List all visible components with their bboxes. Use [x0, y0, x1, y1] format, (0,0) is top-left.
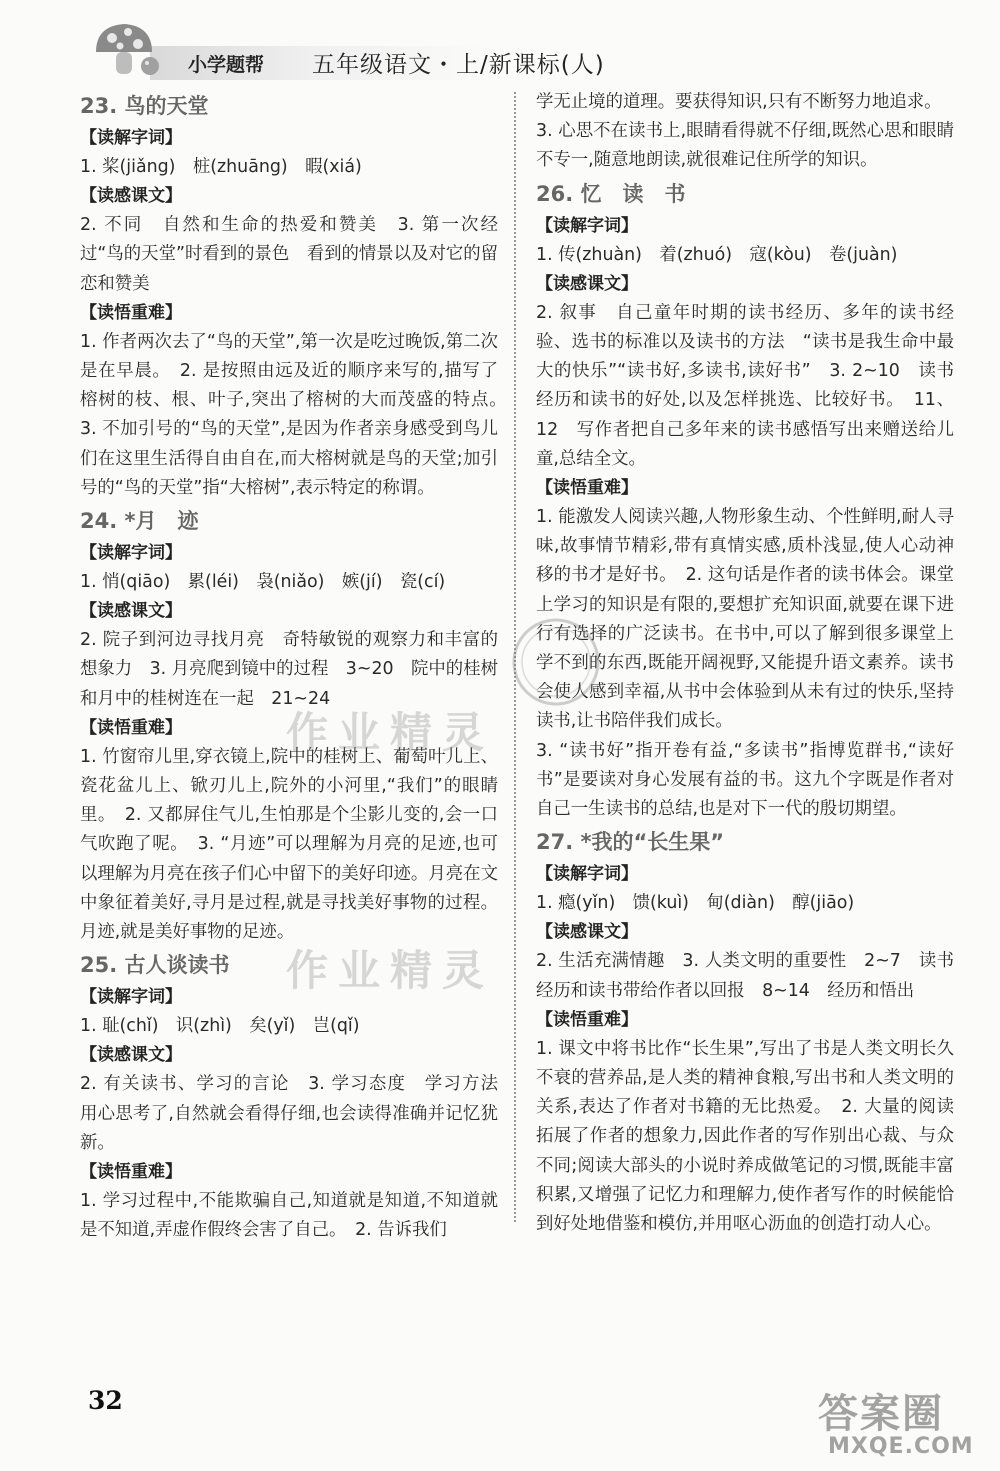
section-heading: 【读解字词】: [80, 987, 182, 1008]
lesson-title: 23. 鸟的天堂: [80, 94, 209, 118]
section-heading: 【读感课文】: [80, 186, 182, 207]
section-heading: 【读悟重难】: [536, 478, 638, 499]
answer-paragraph: 3. 心思不在读书上,眼睛看得就不仔细,既然心思和眼睛不专一,随意地朗读,就很难记住所学的知识。: [536, 121, 954, 171]
answer-paragraph: 3. “读书好”指开卷有益,“多读书”指博览群书,“读好书”是要读对身心发展有益的书。这九个字既是作者对自己一生读书的总结,也是对下一代的殷切期望。: [536, 740, 954, 820]
section-heading: 【读感课文】: [80, 601, 182, 622]
answer-paragraph: 1. 竹窗帘儿里,穿衣镜上,院中的桂树上、葡萄叶儿上、瓷花盆儿上、锨刃儿上,院外的小河里,“我们”的眼睛里。 2. 又都屏住气儿,生怕那是个尘影儿变的,会一口气吹跑了呢。 3. “月迹”可以理解为月亮的足迹,也可以理解为月亮在孩子们心中留下的美好印迹。月亮在文中象征着美好,寻月是过程,就是寻找美好事物的过程。月迹,就是美好事物的足迹。: [80, 746, 498, 943]
section-heading: 【读悟重难】: [80, 717, 182, 738]
page-number: 32: [88, 1386, 123, 1415]
corner-site-logo: [812, 1380, 1000, 1470]
brand-name: 小学题帮: [188, 54, 265, 76]
answer-paragraph: 1. 传(zhuàn) 着(zhuó) 寇(kòu) 卷(juàn): [536, 244, 898, 265]
stamp-seal-icon: [508, 614, 604, 710]
section-heading: 【读感课文】: [536, 273, 638, 294]
lesson-title: 27. *我的“长生果”: [536, 830, 725, 855]
section-heading: 【读解字词】: [536, 215, 638, 236]
answer-paragraph: 1. 学习过程中,不能欺骗自己,知道就是知道,不知道就是不知道,弄虚作假终会害了自己。 2. 告诉我们: [80, 1191, 498, 1241]
lesson-title: 25. 古人谈读书: [80, 953, 230, 978]
mushroom-logo-icon: [90, 18, 160, 80]
section-heading: 【读感课文】: [80, 1045, 182, 1066]
answer-paragraph: 2. 不同 自然和生命的热爱和赞美 3. 第一次经过“鸟的天堂”时看到的景色 看到的情景以及对它的留恋和赞美: [80, 215, 499, 294]
answer-paragraph: 2. 有关读书、学习的言论 3. 学习态度 学习方法 用心思考了,自然就会看得仔细,也会读得准确并记忆犹新。: [80, 1074, 516, 1153]
lesson-title: 26. 忆 读 书: [536, 181, 686, 206]
answer-paragraph: 2. 生活充满情趣 3. 人类文明的重要性 2~7 读书经历和读书带给作者以回报 8~14 经历和悟出: [536, 951, 954, 1001]
section-heading: 【读悟重难】: [80, 1162, 182, 1183]
lesson-title: 24. *月 迹: [80, 509, 199, 534]
answer-paragraph: 1. 桨(jiǎng) 桩(zhuāng) 暇(xiá): [80, 157, 362, 177]
section-heading: 【读解字词】: [80, 543, 182, 564]
section-heading: 【读悟重难】: [80, 302, 182, 323]
answer-paragraph: 2. 院子到河边寻找月亮 奇特敏锐的观察力和丰富的想象力 3. 月亮爬到镜中的过程 3~20 院中的桂树和月中的桂树连在一起 21~24: [80, 630, 498, 709]
answer-paragraph: 1. 悄(qiāo) 累(léi) 袅(niǎo) 嫉(jí) 瓷(cí): [80, 572, 446, 593]
corner-logo-url: MXQE.COM: [828, 1434, 974, 1459]
answer-paragraph: 1. 作者两次去了“鸟的天堂”,第一次是吃过晚饭,第二次是在早晨。 2. 是按照由远及近的顺序来写的,描写了榕树的枝、根、叶子,突出了榕树的大而茂盛的特点。 3. 不加引号的“鸟的天堂”,是因为作者亲身感受到鸟儿们在这里生活得自由自在,而大榕树就是鸟的天堂;加引号的“鸟的天堂”指“大榕树”,表示特定的称谓。: [80, 331, 516, 498]
section-heading: 【读解字词】: [536, 864, 638, 885]
watermark: 作业精灵: [286, 946, 495, 995]
section-heading: 【读解字词】: [80, 128, 182, 148]
book-title: 五年级语文・上/新课标(人): [312, 52, 605, 78]
answer-paragraph: 1. 耻(chǐ) 识(zhì) 矣(yǐ) 岂(qǐ): [80, 1016, 360, 1037]
answer-paragraph: 2. 叙事 自己童年时期的读书经历、多年的读书经验、选书的标准以及读书的方法 “读书是我生命中最大的快乐”“读书好,多读书,读好书” 3. 2~10 读书经历和读书的好处,以及怎样挑选、比较好书。 11、12 写作者把自己多年来的读书感悟写出来赠送给儿童,总结全文。: [536, 302, 954, 469]
corner-logo-text: 答案圈: [818, 1391, 944, 1437]
answer-paragraph: 1. 课文中将书比作“长生果”,写出了书是人类文明长久不衰的营养品,是人类的精神食粮,写出书和人类文明的关系,表达了作者对书籍的无比热爱。 2. 大量的阅读拓展了作者的想象力,因此作者的写作别出心裁、与众不同;阅读大部头的小说时养成做笔记的习惯,既能丰富积累,又增强了记忆力和理解力,使作者写作的时候能恰到好处地借鉴和模仿,并用呕心沥血的创造打动人心。: [536, 1038, 954, 1235]
answer-paragraph: 1. 能激发人阅读兴趣,人物形象生动、个性鲜明,耐人寻味,故事情节精彩,带有真情实感,质朴浅显,使人心动神移的书才是好书。 2. 这句话是作者的读书体会。课堂上学习的知识是有限的,要想扩充知识面,就要在课下进行有选择的广泛读书。在书中,可以了解到很多课堂上学不到的东西,既能开阔视野,又能提升语文素养。读书会使人感到幸福,从书中会体验到从未有过的快乐,坚持读书,让书陪伴我们成长。: [536, 507, 954, 732]
section-heading: 【读悟重难】: [536, 1009, 638, 1030]
section-heading: 【读感课文】: [536, 922, 638, 943]
left-column: [80, 88, 516, 1245]
answer-paragraph: 学无止境的道理。要获得知识,只有不断努力地追求。: [536, 92, 942, 112]
watermark: 作业精灵: [286, 708, 495, 757]
answer-paragraph: 1. 瘾(yǐn) 馈(kuì) 甸(diàn) 醇(jiāo): [536, 893, 855, 914]
page-header: [0, 0, 1000, 88]
